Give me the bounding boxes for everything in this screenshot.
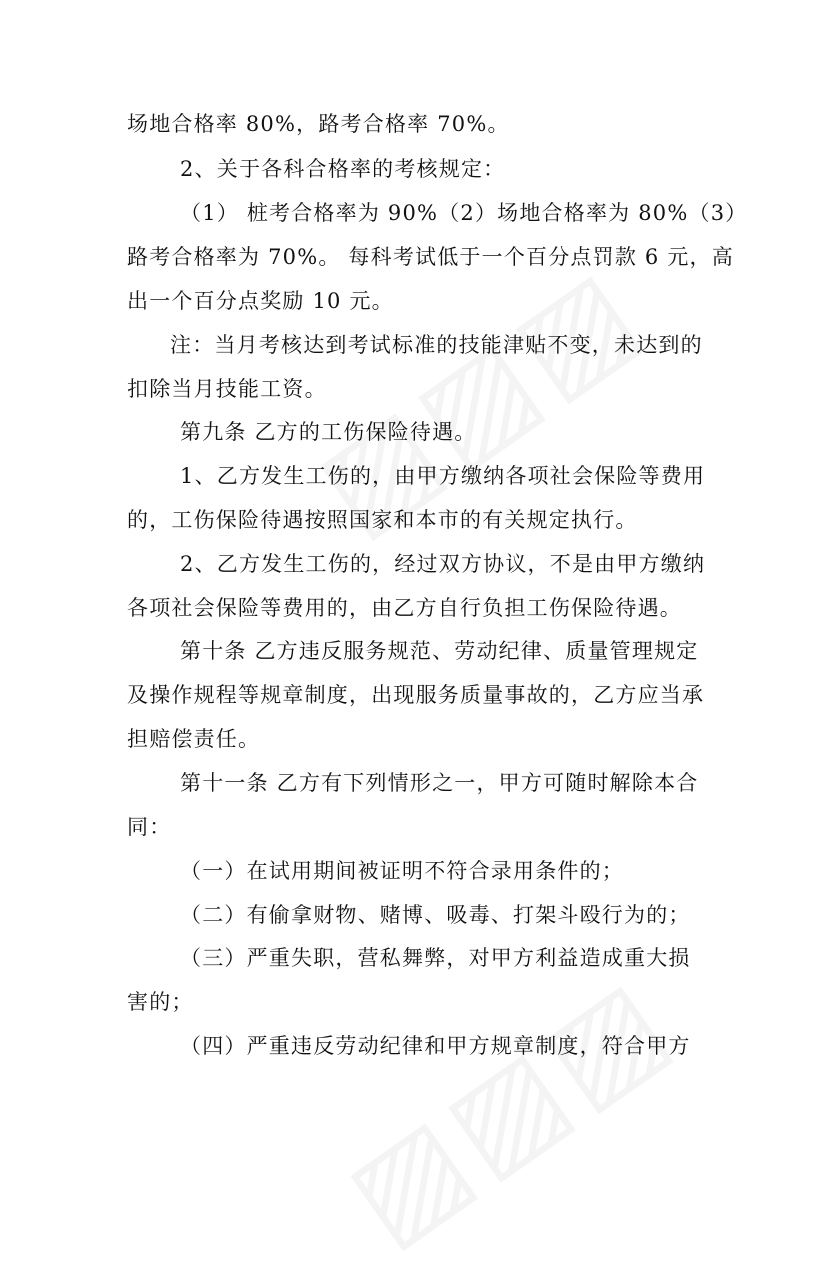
text-line: 担赔偿责任。 [127, 727, 261, 751]
section-heading: 第九条 乙方的工伤保险待遇。 [180, 420, 477, 444]
list-item: （二）有偷拿财物、赌博、吸毒、打架斗殴行为的； [180, 903, 691, 927]
section-heading: 第十条 乙方违反服务规范、劳动纪律、质量管理规定 [180, 639, 699, 663]
text-line: （1） 桩考合格率为 90%（2）场地合格率为 80%（3） [180, 201, 748, 225]
text-line: 路考合格率为 70%。 每科考试低于一个百分点罚款 6 元，高 [127, 245, 734, 269]
list-item: （四）严重违反劳动纪律和甲方规章制度，符合甲方 [180, 1034, 691, 1058]
text-line: 的，工伤保险待遇按照国家和本市的有关规定执行。 [127, 508, 638, 532]
text-line: 及操作规程等规章制度，出现服务质量事故的，乙方应当承 [127, 683, 705, 707]
text-line: 各项社会保险等费用的，由乙方自行负担工伤保险待遇。 [127, 596, 682, 620]
list-item: （三）严重失职，营私舞弊，对甲方利益造成重大损 [180, 946, 691, 970]
text-line: 害的； [127, 990, 194, 1014]
text-line: 扣除当月技能工资。 [127, 377, 327, 401]
text-line: 2、关于各科合格率的考核规定： [180, 157, 506, 181]
watermark [323, 950, 696, 1269]
section-heading: 第十一条 乙方有下列情形之一，甲方可随时解除本合 [180, 771, 699, 795]
text-line: 出一个百分点奖励 10 元。 [127, 289, 394, 313]
text-line: 1、乙方发生工伤的，由甲方缴纳各项社会保险等费用 [180, 464, 706, 488]
list-item: （一）在试用期间被证明不符合录用条件的； [180, 859, 624, 883]
text-line: 同： [127, 815, 172, 839]
text-line: 场地合格率 80%，路考合格率 70%。 [127, 112, 510, 136]
text-line: 注：当月考核达到考试标准的技能津贴不变，未达到的 [170, 333, 703, 357]
text-line: 2、乙方发生工伤的，经过双方协议，不是由甲方缴纳 [180, 552, 706, 576]
